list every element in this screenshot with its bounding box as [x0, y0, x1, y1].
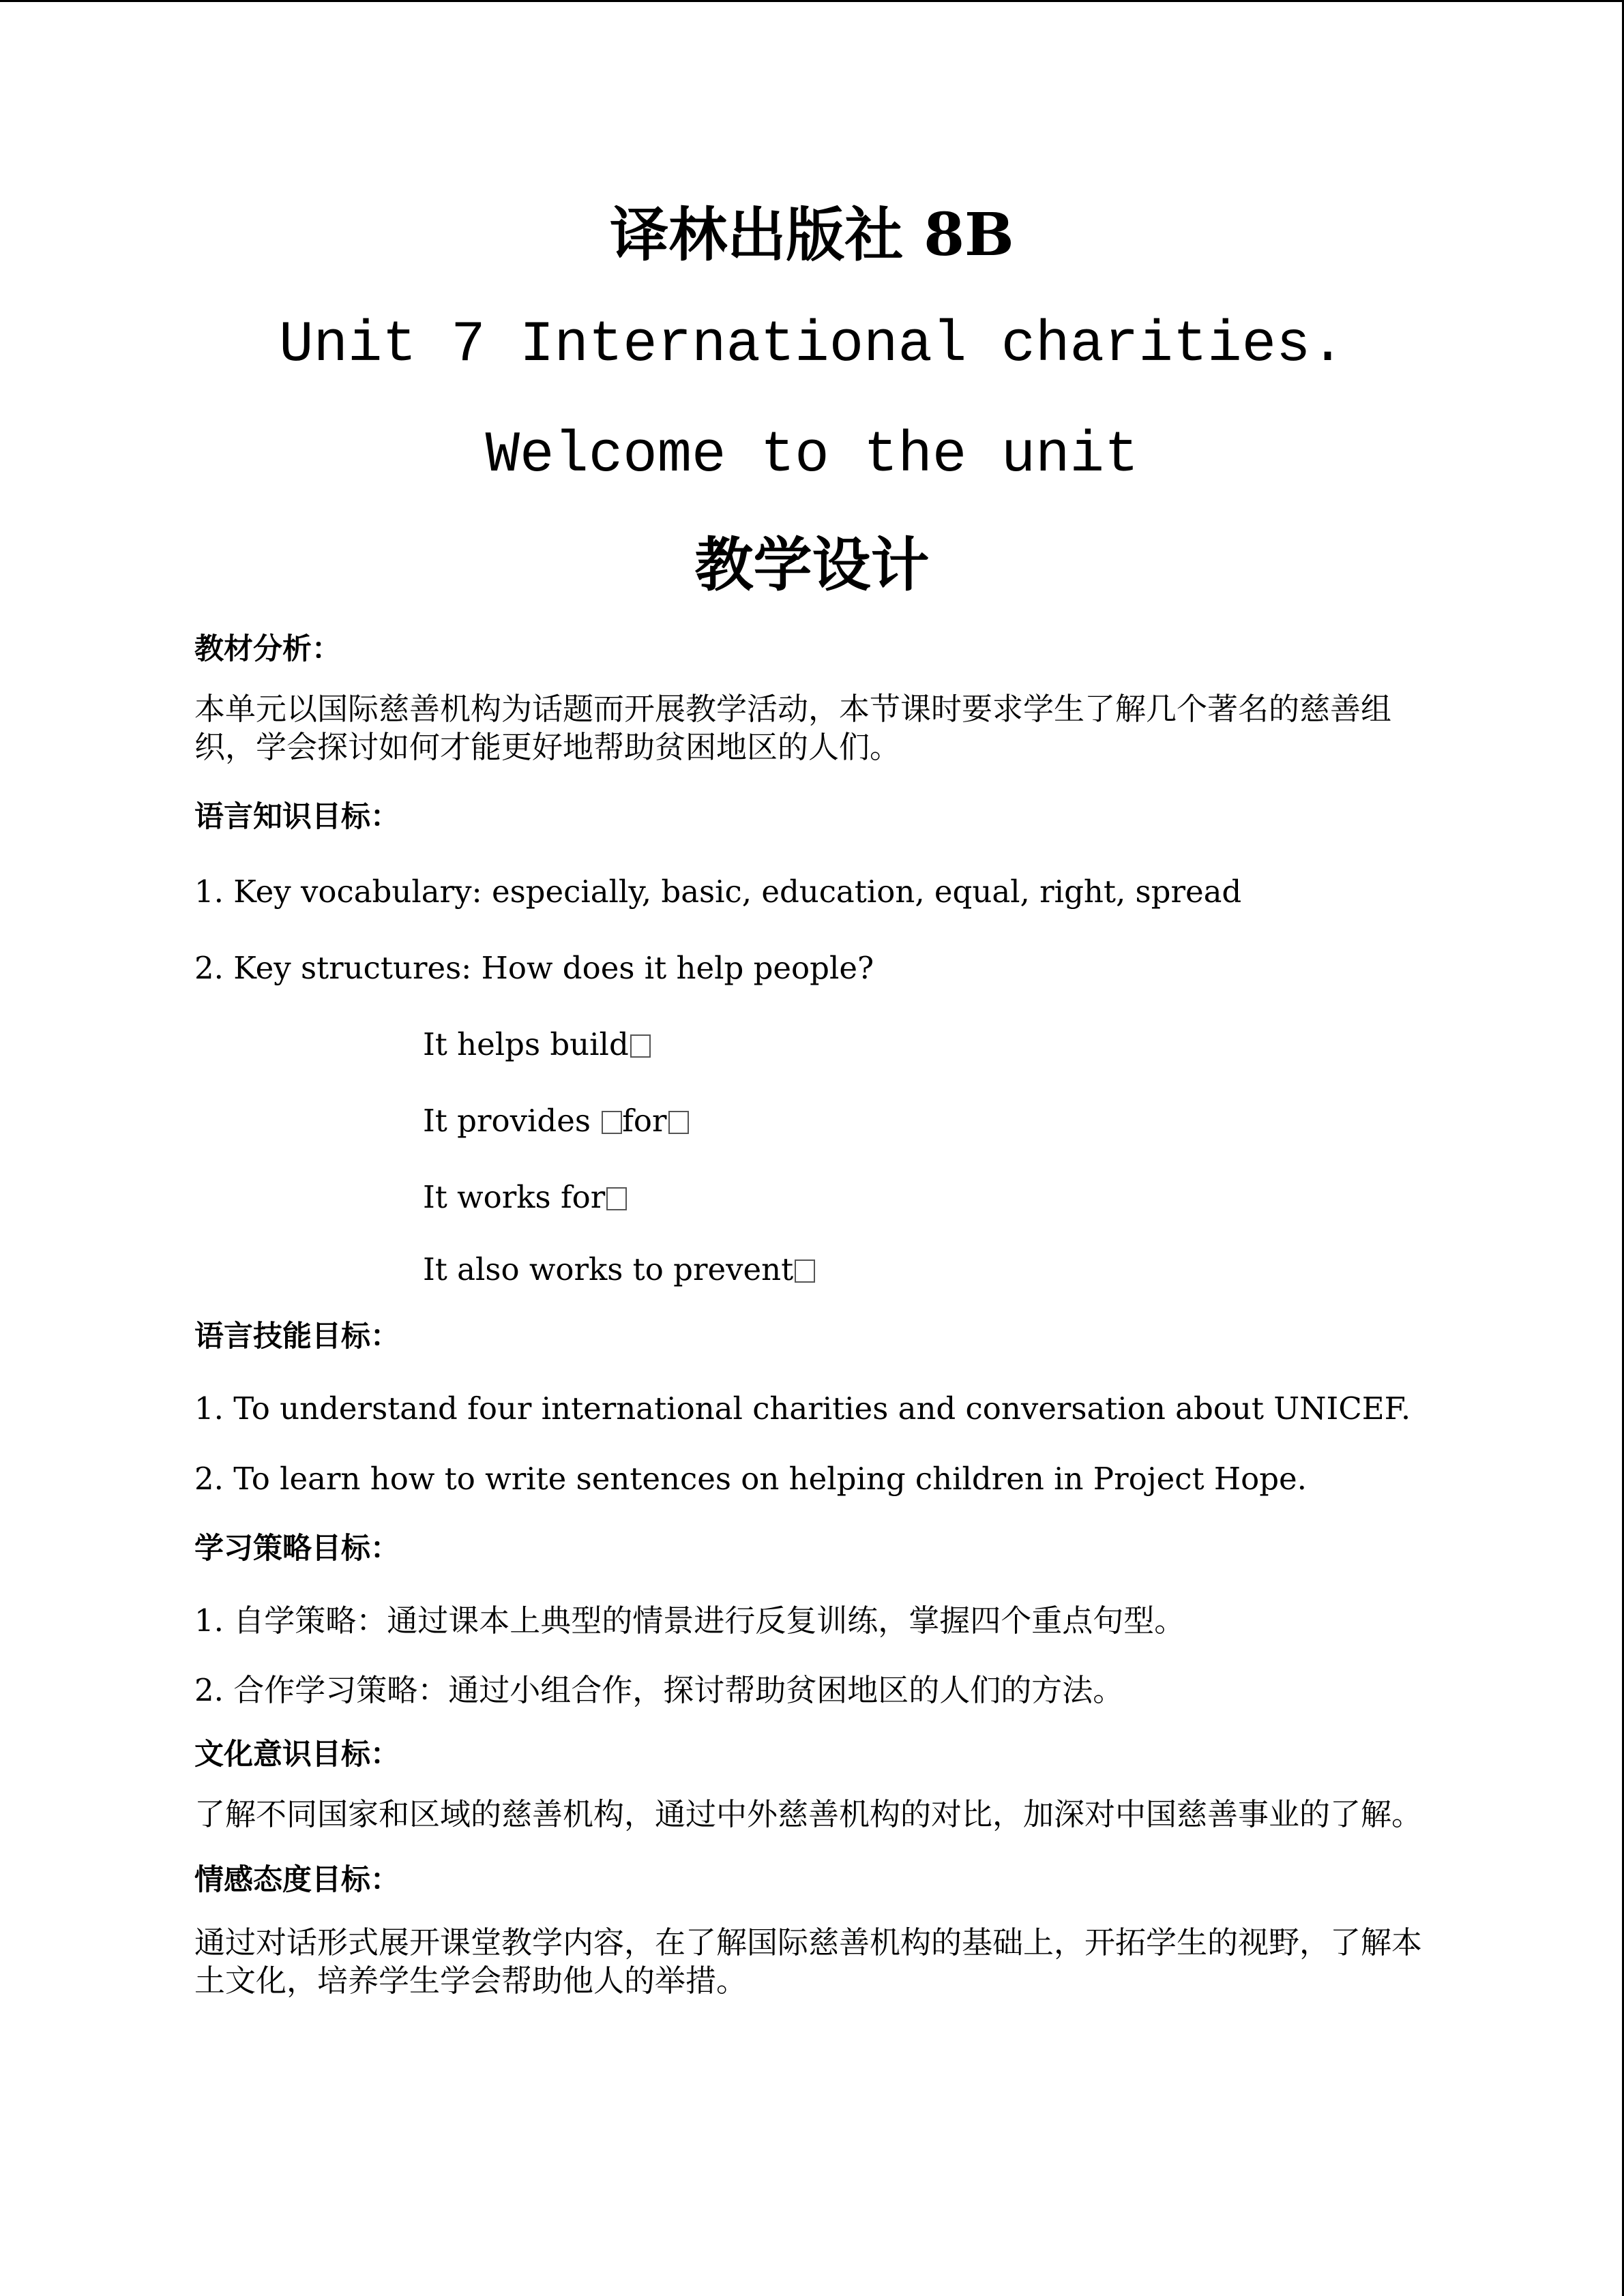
title-block	[0, 198, 1624, 603]
pattern-4-text: It also works to prevent	[423, 1251, 794, 1287]
key-structures: 2. Key structures: How does it help people?	[194, 950, 874, 986]
key-vocabulary: 1. Key vocabulary: especially, basic, education, equal, right, spread	[194, 874, 1242, 910]
blank-box-icon	[606, 1187, 627, 1210]
cultural-awareness-text: 了解不同国家和区域的慈善机构，通过中外慈善机构的对比，加深对中国慈善事业的了解。	[194, 1796, 1423, 1832]
pattern-line-1	[194, 1024, 1443, 1065]
language-skills-heading: 语言技能目标：	[194, 1320, 400, 1354]
pattern-2-for: for	[622, 1103, 667, 1139]
blank-box-icon	[668, 1111, 689, 1134]
material-analysis-text: 本单元以国际慈善机构为话题而开展教学活动，本节课时要求学生了解几个著名的慈善组织，学会探讨如何才能更好地帮助贫困地区的人们。	[194, 691, 1392, 765]
publisher-title: 译林出版社 8B	[610, 200, 1014, 269]
blank-box-icon	[630, 1034, 651, 1058]
pattern-3-text: It works for	[423, 1179, 606, 1215]
cultural-awareness-heading: 文化意识目标：	[194, 1738, 400, 1772]
strategy-item-2: 2. 合作学习策略：通过小组合作，探讨帮助贫困地区的人们的方法。	[194, 1672, 1124, 1708]
skills-item-2: 2. To learn how to write sentences on helping children in Project Hope.	[194, 1461, 1307, 1497]
emotion-attitude-text: 通过对话形式展开课堂教学内容，在了解国际慈善机构的基础上，开拓学生的视野，了解本土文化，培养学生学会帮助他人的举措。	[194, 1924, 1423, 1999]
pattern-line-4	[194, 1249, 1443, 1290]
lesson-title: Welcome to the unit	[485, 423, 1139, 488]
emotion-attitude-heading: 情感态度目标：	[194, 1863, 400, 1897]
document-body	[194, 198, 1443, 2000]
pattern-line-3	[194, 1177, 1443, 1218]
material-analysis-heading: 教材分析：	[194, 632, 341, 666]
unit-title: Unit 7 International charities.	[279, 313, 1345, 378]
pattern-1-text: It helps build	[423, 1026, 629, 1062]
blank-box-icon	[795, 1259, 815, 1283]
skills-item-1: 1. To understand four international charities and conversation about UNICEF.	[194, 1390, 1411, 1427]
learning-strategy-heading: 学习策略目标：	[194, 1532, 400, 1566]
pattern-2-text: It provides	[423, 1103, 601, 1139]
blank-box-icon	[602, 1111, 622, 1134]
strategy-item-1: 1. 自学策略：通过课本上典型的情景进行反复训练，掌握四个重点句型。	[194, 1602, 1185, 1639]
pattern-line-2	[194, 1101, 1443, 1142]
design-title: 教学设计	[694, 531, 930, 599]
language-knowledge-heading: 语言知识目标：	[194, 800, 400, 834]
